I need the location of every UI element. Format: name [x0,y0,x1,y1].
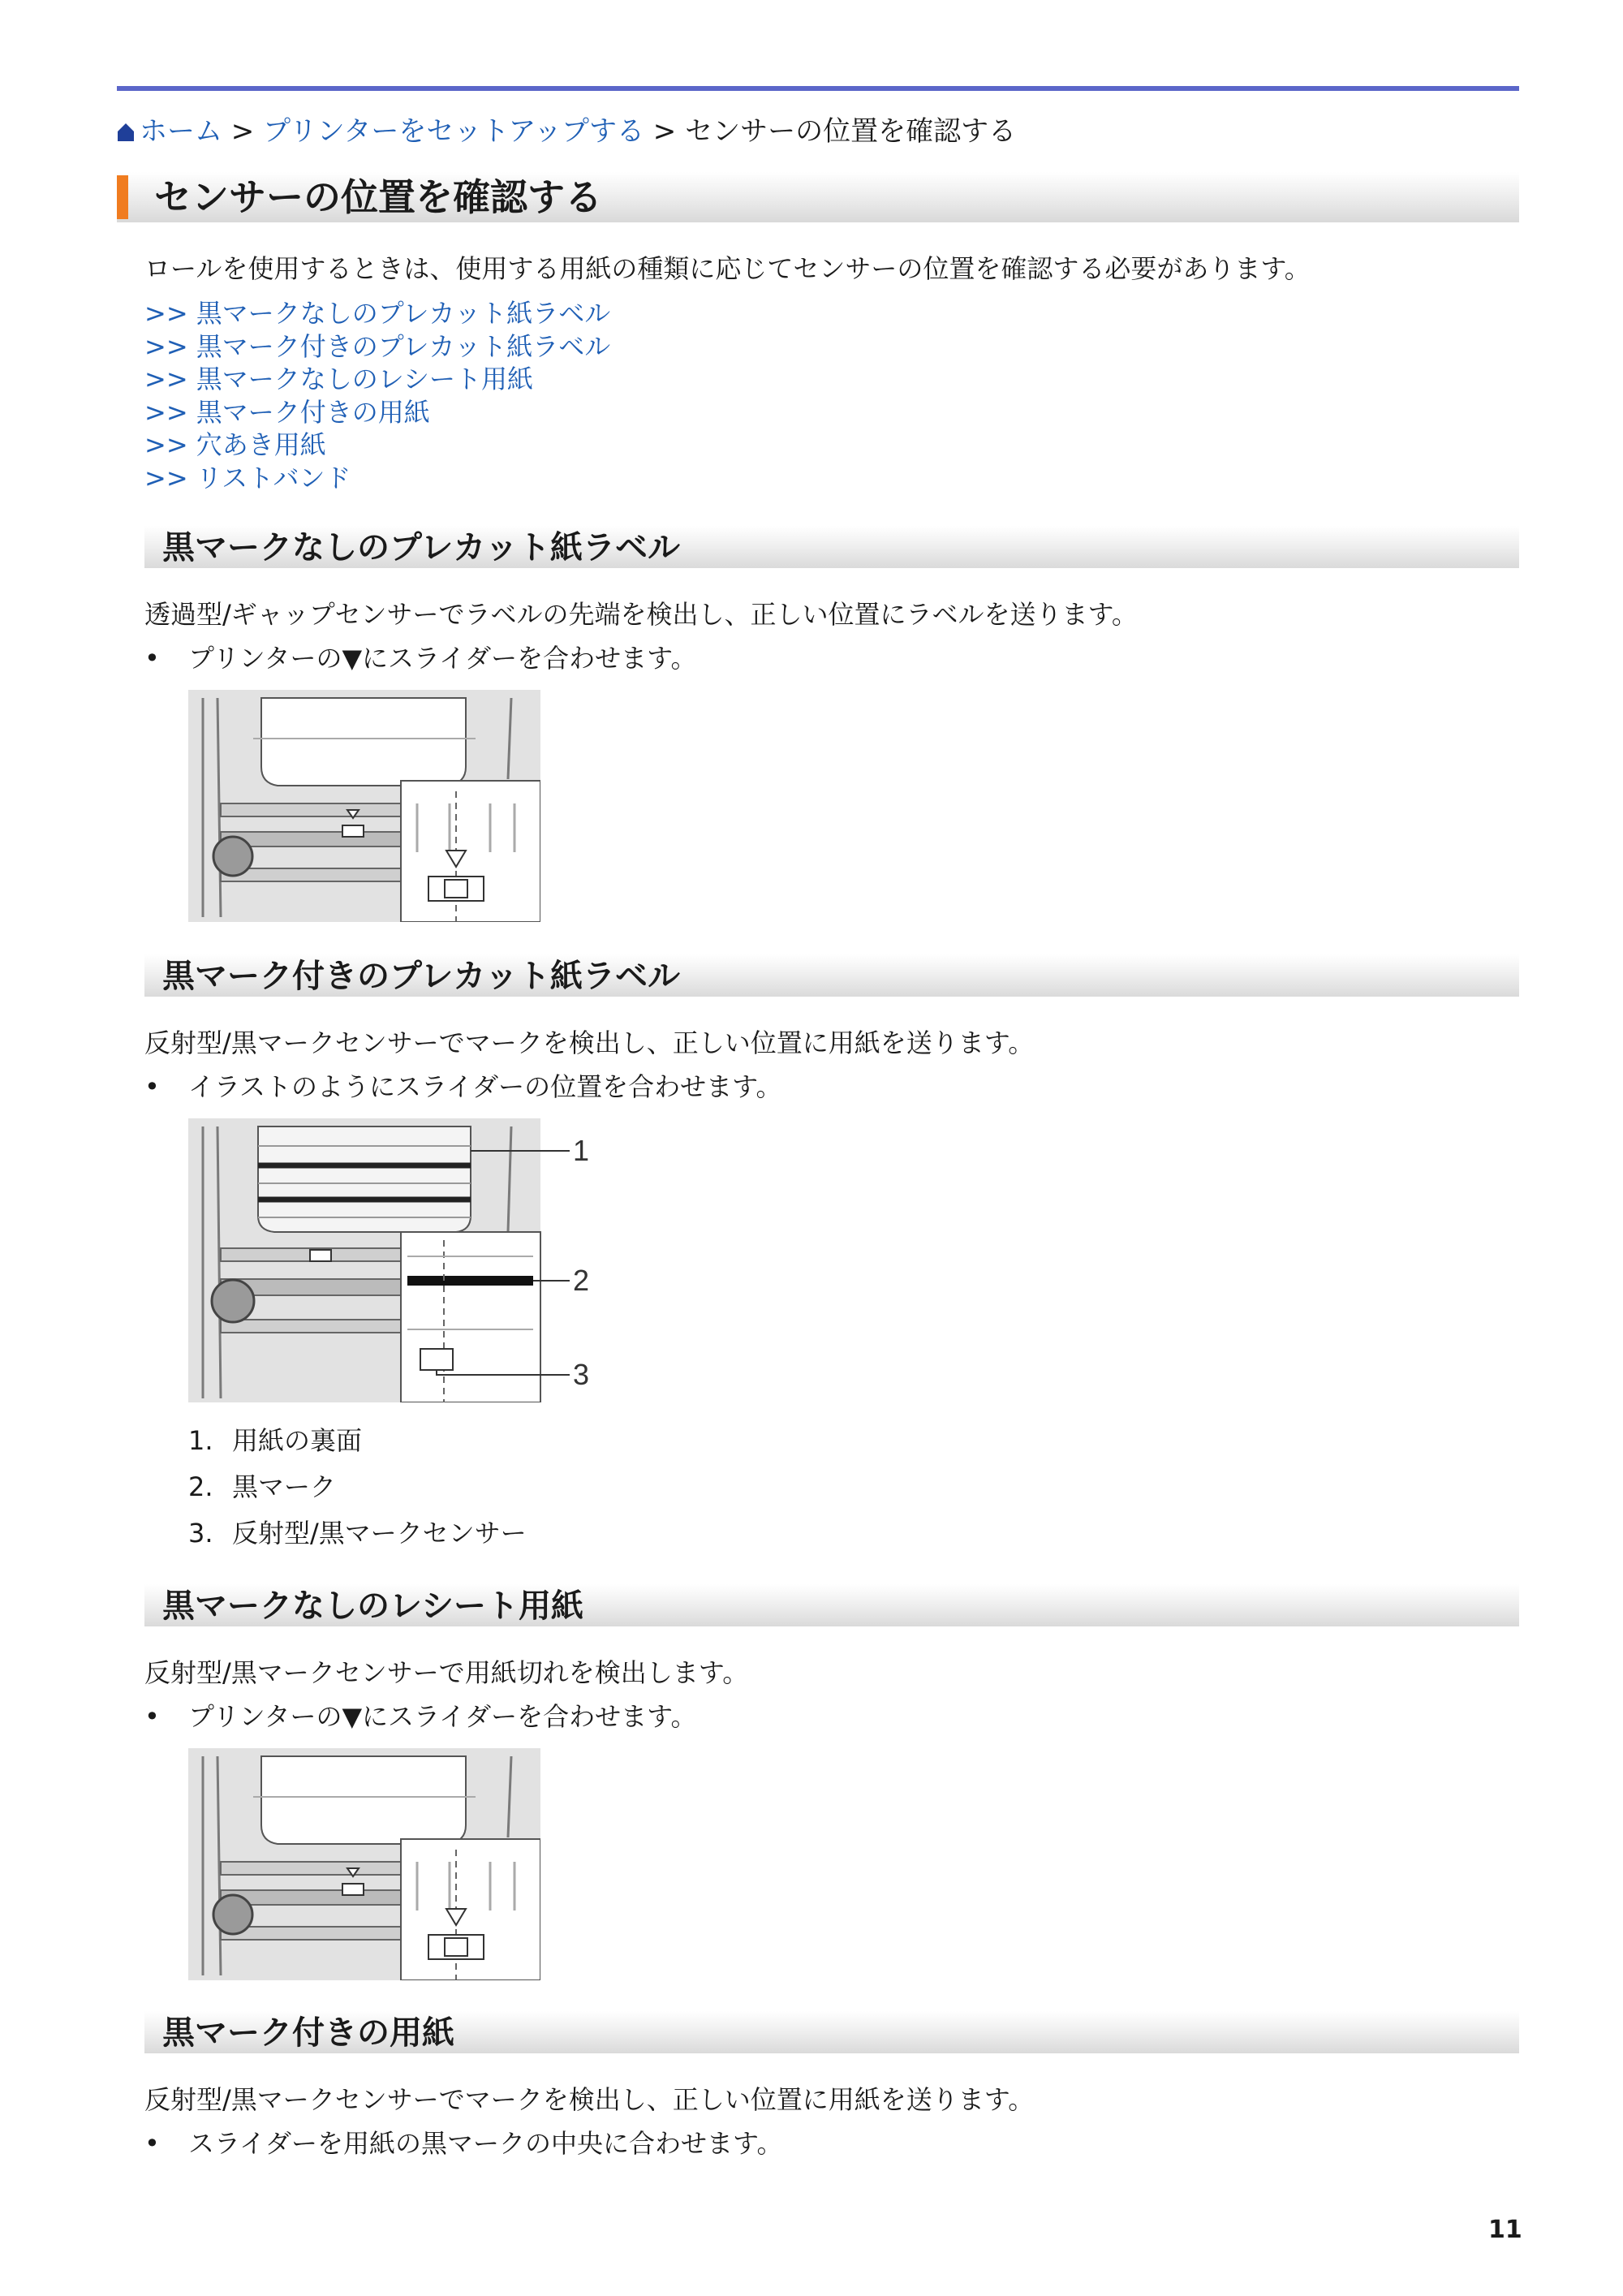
breadcrumb-setup-link[interactable]: プリンターをセットアップする [263,115,644,148]
list-item [188,1424,362,1458]
list-text: 黒マーク [232,1471,337,1502]
list-number: 1. [188,1425,213,1456]
slider-illustration-3 [188,1748,540,1980]
list-text: 反射型/黒マークセンサー [232,1518,527,1549]
section-text: 反射型/黒マークセンサーでマークを検出し、正しい位置に用紙を送ります。 [144,2084,1035,2115]
page-title: センサーの位置を確認する [154,175,602,219]
bullet-item [144,2126,782,2160]
link-wristband[interactable]: >> リストバンド [144,462,351,493]
bullet-text: プリンターの▼にスライダーを合わせます。 [188,643,697,674]
section-links [144,297,610,494]
section-heading [144,526,1519,568]
bullet-text: イラストのようにスライダーの位置を合わせます。 [188,1071,782,1102]
bullet-dot: • [144,2128,160,2159]
list-number: 3. [188,1518,213,1549]
callout-3: 3 [573,1358,590,1391]
breadcrumb [117,114,1016,149]
section-heading-text: 黒マークなしのプレカット紙ラベル [162,529,680,566]
callout-2: 2 [573,1264,590,1297]
bullet-dot: • [144,643,160,674]
section-heading-text: 黒マーク付きのプレカット紙ラベル [162,958,680,995]
section-heading [144,1584,1519,1626]
page-number: 11 [1488,2216,1522,2244]
link-precut-no-mark[interactable]: >> 黒マークなしのプレカット紙ラベル [144,298,611,329]
bullet-text: プリンターの▼にスライダーを合わせます。 [188,1701,697,1732]
list-number: 2. [188,1471,213,1502]
breadcrumb-current: センサーの位置を確認する [685,115,1017,148]
bullet-item [144,1699,697,1734]
section-text: 反射型/黒マークセンサーで用紙切れを検出します。 [144,1657,749,1688]
section-heading [144,2011,1519,2053]
list-item [188,1516,527,1550]
bullet-dot: • [144,1071,160,1102]
bullet-item [144,1070,782,1104]
section-heading-text: 黒マーク付きの用紙 [162,2014,454,2052]
section-heading [144,954,1519,997]
bullet-dot: • [144,1701,160,1732]
section-text: 透過型/ギャップセンサーでラベルの先端を検出し、正しい位置にラベルを送ります。 [144,599,1138,630]
home-icon[interactable] [117,123,135,142]
section-text: 反射型/黒マークセンサーでマークを検出し、正しい位置に用紙を送ります。 [144,1027,1035,1058]
slider-illustration-2 [188,1118,594,1402]
title-accent-bar [117,175,128,219]
breadcrumb-separator: > [222,115,264,148]
top-rule [117,86,1519,91]
callout-1: 1 [573,1134,590,1167]
link-paper-with-mark[interactable]: >> 黒マーク付きの用紙 [144,396,430,428]
page-title-banner [117,172,1519,222]
link-receipt-no-mark[interactable]: >> 黒マークなしのレシート用紙 [144,364,533,394]
link-precut-with-mark[interactable]: >> 黒マーク付きのプレカット紙ラベル [144,330,611,362]
intro-text: ロールを使用するときは、使用する用紙の種類に応じてセンサーの位置を確認する必要があります。 [144,253,1311,284]
section-heading-text: 黒マークなしのレシート用紙 [162,1587,583,1625]
slider-illustration-1 [188,690,540,922]
bullet-text: スライダーを用紙の黒マークの中央に合わせます。 [188,2128,783,2159]
bullet-item [144,641,697,675]
list-item [188,1470,336,1504]
breadcrumb-separator: > [644,115,686,148]
link-perforated-paper[interactable]: >> 穴あき用紙 [144,429,326,460]
breadcrumb-home-link[interactable]: ホーム [140,115,222,148]
list-text: 用紙の裏面 [232,1425,363,1456]
